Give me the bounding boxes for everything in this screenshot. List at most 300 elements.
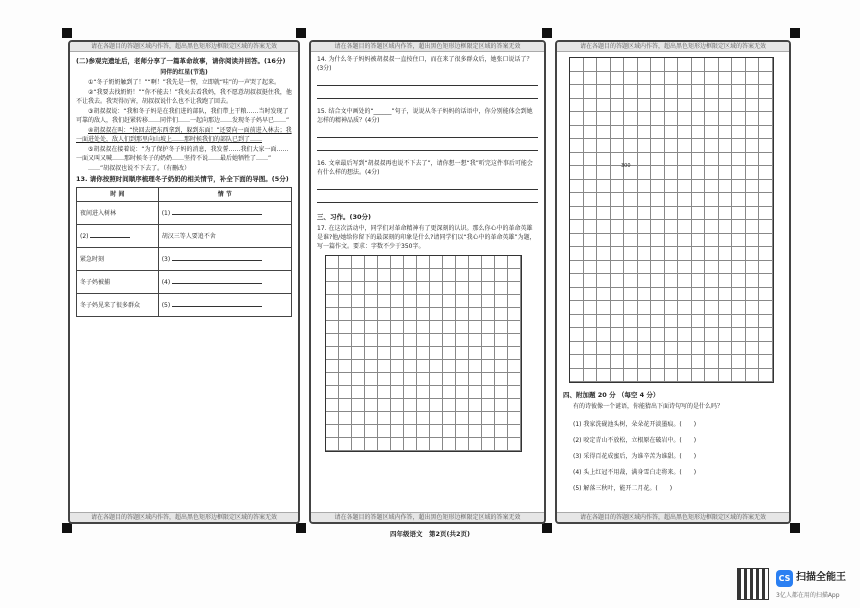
grid-cell[interactable] [430, 386, 443, 399]
time-cell[interactable] [77, 225, 159, 248]
grid-cell[interactable] [746, 58, 760, 72]
grid-cell[interactable] [678, 85, 692, 99]
grid-cell[interactable] [584, 342, 598, 356]
grid-cell[interactable] [469, 282, 482, 295]
grid-cell[interactable] [651, 355, 665, 369]
grid-cell[interactable] [508, 386, 521, 399]
grid-cell[interactable] [705, 220, 719, 234]
grid-cell[interactable] [692, 112, 706, 126]
grid-cell[interactable] [678, 234, 692, 248]
grid-cell[interactable] [624, 328, 638, 342]
grid-cell[interactable] [326, 334, 339, 347]
grid-cell[interactable] [678, 126, 692, 140]
grid-cell[interactable] [611, 126, 625, 140]
grid-cell[interactable] [719, 85, 733, 99]
grid-cell[interactable] [508, 425, 521, 438]
grid-cell[interactable] [746, 288, 760, 302]
grid-cell[interactable] [611, 342, 625, 356]
grid-cell[interactable] [692, 220, 706, 234]
grid-cell[interactable] [665, 126, 679, 140]
grid-cell[interactable] [611, 274, 625, 288]
grid-cell[interactable] [584, 328, 598, 342]
grid-cell[interactable] [651, 126, 665, 140]
grid-cell[interactable] [705, 193, 719, 207]
grid-cell[interactable] [638, 166, 652, 180]
grid-cell[interactable] [391, 308, 404, 321]
grid-cell[interactable] [651, 288, 665, 302]
grid-cell[interactable] [719, 220, 733, 234]
grid-cell[interactable] [665, 328, 679, 342]
grid-cell[interactable] [469, 438, 482, 451]
grid-cell[interactable] [732, 99, 746, 113]
grid-cell[interactable] [443, 373, 456, 386]
grid-cell[interactable] [678, 342, 692, 356]
grid-cell[interactable] [651, 72, 665, 86]
grid-cell[interactable] [326, 399, 339, 412]
grid-cell[interactable] [495, 269, 508, 282]
grid-cell[interactable] [746, 153, 760, 167]
grid-cell[interactable] [705, 58, 719, 72]
grid-cell[interactable] [611, 139, 625, 153]
riddle-item[interactable]: (2) 咬定青山不放松，立根原在破岩中。( ) [573, 437, 697, 444]
grid-cell[interactable] [665, 180, 679, 194]
grid-cell[interactable] [692, 85, 706, 99]
grid-cell[interactable] [732, 153, 746, 167]
grid-cell[interactable] [678, 153, 692, 167]
grid-cell[interactable] [430, 321, 443, 334]
grid-cell[interactable] [732, 274, 746, 288]
grid-cell[interactable] [443, 399, 456, 412]
grid-cell[interactable] [651, 139, 665, 153]
grid-cell[interactable] [352, 282, 365, 295]
grid-cell[interactable] [352, 321, 365, 334]
grid-cell[interactable] [570, 355, 584, 369]
grid-cell[interactable] [665, 261, 679, 275]
grid-cell[interactable] [404, 256, 417, 269]
grid-cell[interactable] [692, 207, 706, 221]
grid-cell[interactable] [391, 269, 404, 282]
grid-cell[interactable] [443, 386, 456, 399]
grid-cell[interactable] [339, 412, 352, 425]
grid-cell[interactable] [638, 288, 652, 302]
grid-cell[interactable] [508, 269, 521, 282]
grid-cell[interactable] [508, 373, 521, 386]
grid-cell[interactable] [456, 386, 469, 399]
grid-cell[interactable] [443, 282, 456, 295]
grid-cell[interactable] [759, 193, 773, 207]
grid-cell[interactable] [746, 166, 760, 180]
grid-cell[interactable] [611, 112, 625, 126]
grid-cell[interactable] [469, 386, 482, 399]
grid-cell[interactable] [456, 295, 469, 308]
grid-cell[interactable] [443, 360, 456, 373]
grid-cell[interactable] [678, 369, 692, 383]
grid-cell[interactable] [746, 99, 760, 113]
grid-cell[interactable] [746, 274, 760, 288]
grid-cell[interactable] [732, 112, 746, 126]
grid-cell[interactable] [404, 425, 417, 438]
grid-cell[interactable] [404, 360, 417, 373]
grid-cell[interactable] [651, 220, 665, 234]
grid-cell[interactable] [678, 355, 692, 369]
grid-cell[interactable] [732, 207, 746, 221]
grid-cell[interactable] [469, 347, 482, 360]
grid-cell[interactable] [584, 301, 598, 315]
grid-cell[interactable] [732, 58, 746, 72]
grid-cell[interactable] [378, 308, 391, 321]
grid-cell[interactable] [584, 355, 598, 369]
grid-cell[interactable] [378, 282, 391, 295]
grid-cell[interactable] [719, 166, 733, 180]
grid-cell[interactable] [597, 126, 611, 140]
grid-cell[interactable] [495, 282, 508, 295]
grid-cell[interactable] [624, 288, 638, 302]
grid-cell[interactable] [746, 72, 760, 86]
grid-cell[interactable] [365, 373, 378, 386]
grid-cell[interactable] [624, 58, 638, 72]
grid-cell[interactable] [597, 139, 611, 153]
grid-cell[interactable] [678, 180, 692, 194]
grid-cell[interactable] [570, 207, 584, 221]
grid-cell[interactable] [430, 269, 443, 282]
grid-cell[interactable] [665, 193, 679, 207]
grid-cell[interactable] [692, 301, 706, 315]
grid-cell[interactable] [443, 308, 456, 321]
grid-cell[interactable] [638, 139, 652, 153]
grid-cell[interactable] [651, 99, 665, 113]
answer-line[interactable] [317, 179, 538, 190]
grid-cell[interactable] [665, 342, 679, 356]
grid-cell[interactable] [597, 153, 611, 167]
answer-blank[interactable] [172, 300, 262, 307]
grid-cell[interactable] [638, 193, 652, 207]
grid-cell[interactable] [326, 295, 339, 308]
grid-cell[interactable] [365, 334, 378, 347]
grid-cell[interactable] [719, 315, 733, 329]
grid-cell[interactable] [597, 85, 611, 99]
grid-cell[interactable] [456, 256, 469, 269]
grid-cell[interactable] [611, 234, 625, 248]
grid-cell[interactable] [759, 220, 773, 234]
grid-cell[interactable] [430, 373, 443, 386]
grid-cell[interactable] [339, 321, 352, 334]
grid-cell[interactable] [732, 126, 746, 140]
grid-cell[interactable] [391, 282, 404, 295]
grid-cell[interactable] [352, 412, 365, 425]
grid-cell[interactable] [597, 288, 611, 302]
grid-cell[interactable] [638, 112, 652, 126]
grid-cell[interactable] [365, 269, 378, 282]
grid-cell[interactable] [365, 256, 378, 269]
grid-cell[interactable] [570, 112, 584, 126]
grid-cell[interactable] [469, 412, 482, 425]
grid-cell[interactable] [719, 247, 733, 261]
grid-cell[interactable] [624, 193, 638, 207]
grid-cell[interactable] [746, 247, 760, 261]
grid-cell[interactable] [597, 247, 611, 261]
grid-cell[interactable] [378, 334, 391, 347]
grid-cell[interactable] [597, 180, 611, 194]
grid-cell[interactable] [746, 315, 760, 329]
grid-cell[interactable] [391, 334, 404, 347]
grid-cell[interactable] [508, 308, 521, 321]
grid-cell[interactable] [482, 386, 495, 399]
grid-cell[interactable] [678, 207, 692, 221]
grid-cell[interactable] [570, 166, 584, 180]
grid-cell[interactable] [665, 301, 679, 315]
grid-cell[interactable] [597, 220, 611, 234]
grid-cell[interactable] [732, 247, 746, 261]
grid-cell[interactable] [495, 386, 508, 399]
grid-cell[interactable] [584, 288, 598, 302]
grid-cell[interactable] [378, 295, 391, 308]
grid-cell[interactable] [624, 139, 638, 153]
grid-cell[interactable] [746, 112, 760, 126]
grid-cell[interactable] [692, 126, 706, 140]
grid-cell[interactable] [339, 256, 352, 269]
riddle-item[interactable]: (3) 采得百花成蜜后，为谁辛苦为谁甜。( ) [573, 453, 697, 460]
grid-cell[interactable] [339, 269, 352, 282]
grid-cell[interactable] [404, 399, 417, 412]
grid-cell[interactable] [430, 282, 443, 295]
grid-cell[interactable] [692, 72, 706, 86]
grid-cell[interactable] [665, 72, 679, 86]
grid-cell[interactable] [352, 360, 365, 373]
grid-cell[interactable] [326, 425, 339, 438]
grid-cell[interactable] [584, 247, 598, 261]
grid-cell[interactable] [597, 112, 611, 126]
grid-cell[interactable] [597, 234, 611, 248]
grid-cell[interactable] [570, 288, 584, 302]
grid-cell[interactable] [482, 438, 495, 451]
grid-cell[interactable] [456, 334, 469, 347]
grid-cell[interactable] [482, 308, 495, 321]
grid-cell[interactable] [759, 58, 773, 72]
grid-cell[interactable] [430, 308, 443, 321]
grid-cell[interactable] [705, 234, 719, 248]
grid-cell[interactable] [759, 72, 773, 86]
grid-cell[interactable] [339, 295, 352, 308]
grid-cell[interactable] [378, 360, 391, 373]
grid-cell[interactable] [391, 438, 404, 451]
grid-cell[interactable] [417, 412, 430, 425]
grid-cell[interactable] [746, 261, 760, 275]
grid-cell[interactable] [469, 295, 482, 308]
grid-cell[interactable] [624, 126, 638, 140]
answer-line[interactable] [317, 192, 538, 203]
grid-cell[interactable] [732, 193, 746, 207]
grid-cell[interactable] [692, 180, 706, 194]
grid-cell[interactable] [430, 412, 443, 425]
grid-cell[interactable] [597, 207, 611, 221]
grid-cell[interactable] [482, 321, 495, 334]
grid-cell[interactable] [759, 328, 773, 342]
grid-cell[interactable] [638, 261, 652, 275]
grid-cell[interactable] [638, 153, 652, 167]
grid-cell[interactable] [678, 247, 692, 261]
answer-blank[interactable] [172, 277, 262, 284]
grid-cell[interactable] [611, 369, 625, 383]
grid-cell[interactable] [651, 342, 665, 356]
grid-cell[interactable] [611, 247, 625, 261]
grid-cell[interactable] [417, 399, 430, 412]
grid-cell[interactable] [443, 334, 456, 347]
grid-cell[interactable] [692, 58, 706, 72]
grid-cell[interactable] [482, 282, 495, 295]
grid-cell[interactable] [624, 369, 638, 383]
grid-cell[interactable] [746, 342, 760, 356]
grid-cell[interactable] [570, 153, 584, 167]
grid-cell[interactable] [469, 321, 482, 334]
grid-cell[interactable] [456, 438, 469, 451]
grid-cell[interactable] [624, 112, 638, 126]
grid-cell[interactable] [759, 139, 773, 153]
grid-cell[interactable] [665, 58, 679, 72]
grid-cell[interactable] [597, 328, 611, 342]
grid-cell[interactable] [719, 153, 733, 167]
grid-cell[interactable] [495, 425, 508, 438]
grid-cell[interactable] [456, 373, 469, 386]
grid-cell[interactable] [665, 207, 679, 221]
grid-cell[interactable] [719, 342, 733, 356]
grid-cell[interactable] [391, 412, 404, 425]
grid-cell[interactable] [378, 373, 391, 386]
grid-cell[interactable] [705, 301, 719, 315]
grid-cell[interactable] [352, 373, 365, 386]
grid-cell[interactable] [665, 139, 679, 153]
grid-cell[interactable] [611, 193, 625, 207]
grid-cell[interactable] [638, 315, 652, 329]
grid-cell[interactable] [508, 321, 521, 334]
grid-cell[interactable] [352, 334, 365, 347]
grid-cell[interactable] [705, 261, 719, 275]
grid-cell[interactable] [719, 139, 733, 153]
grid-cell[interactable] [508, 295, 521, 308]
grid-cell[interactable] [365, 282, 378, 295]
grid-cell[interactable] [651, 153, 665, 167]
grid-cell[interactable] [469, 399, 482, 412]
grid-cell[interactable] [508, 360, 521, 373]
grid-cell[interactable] [665, 220, 679, 234]
grid-cell[interactable] [759, 126, 773, 140]
grid-cell[interactable] [391, 399, 404, 412]
grid-cell[interactable] [443, 269, 456, 282]
grid-cell[interactable] [719, 369, 733, 383]
grid-cell[interactable] [678, 112, 692, 126]
grid-cell[interactable] [719, 72, 733, 86]
grid-cell[interactable] [482, 256, 495, 269]
grid-cell[interactable] [705, 315, 719, 329]
grid-cell[interactable] [597, 342, 611, 356]
grid-cell[interactable] [339, 282, 352, 295]
grid-cell[interactable] [443, 425, 456, 438]
grid-cell[interactable] [404, 386, 417, 399]
grid-cell[interactable] [584, 315, 598, 329]
grid-cell[interactable] [638, 328, 652, 342]
grid-cell[interactable] [732, 261, 746, 275]
grid-cell[interactable] [391, 295, 404, 308]
grid-cell[interactable] [638, 342, 652, 356]
grid-cell[interactable] [719, 288, 733, 302]
grid-cell[interactable] [759, 180, 773, 194]
grid-cell[interactable] [597, 193, 611, 207]
grid-cell[interactable] [759, 112, 773, 126]
grid-cell[interactable] [597, 315, 611, 329]
grid-cell[interactable] [456, 321, 469, 334]
grid-cell[interactable] [665, 99, 679, 113]
grid-cell[interactable] [469, 425, 482, 438]
grid-cell[interactable] [705, 139, 719, 153]
grid-cell[interactable] [482, 425, 495, 438]
grid-cell[interactable] [678, 315, 692, 329]
grid-cell[interactable] [665, 112, 679, 126]
grid-cell[interactable] [597, 99, 611, 113]
grid-cell[interactable] [665, 315, 679, 329]
grid-cell[interactable] [638, 355, 652, 369]
grid-cell[interactable] [570, 342, 584, 356]
grid-cell[interactable] [719, 99, 733, 113]
grid-cell[interactable] [339, 438, 352, 451]
grid-cell[interactable] [611, 220, 625, 234]
grid-cell[interactable] [443, 321, 456, 334]
grid-cell[interactable] [678, 166, 692, 180]
grid-cell[interactable] [651, 274, 665, 288]
grid-cell[interactable] [430, 438, 443, 451]
plot-cell[interactable] [158, 294, 291, 317]
grid-cell[interactable] [665, 355, 679, 369]
grid-cell[interactable] [665, 288, 679, 302]
grid-cell[interactable] [732, 288, 746, 302]
grid-cell[interactable] [638, 207, 652, 221]
grid-cell[interactable] [326, 360, 339, 373]
grid-cell[interactable] [746, 85, 760, 99]
grid-cell[interactable] [495, 373, 508, 386]
grid-cell[interactable] [597, 58, 611, 72]
grid-cell[interactable] [597, 166, 611, 180]
grid-cell[interactable] [584, 207, 598, 221]
grid-cell[interactable] [678, 328, 692, 342]
grid-cell[interactable] [746, 139, 760, 153]
grid-cell[interactable] [732, 355, 746, 369]
grid-cell[interactable] [692, 153, 706, 167]
grid-cell[interactable] [611, 315, 625, 329]
grid-cell[interactable] [624, 355, 638, 369]
grid-cell[interactable] [495, 438, 508, 451]
grid-cell[interactable] [326, 321, 339, 334]
grid-cell[interactable] [365, 321, 378, 334]
grid-cell[interactable] [732, 72, 746, 86]
grid-cell[interactable] [678, 274, 692, 288]
grid-cell[interactable] [705, 112, 719, 126]
grid-cell[interactable] [417, 373, 430, 386]
grid-cell[interactable] [732, 180, 746, 194]
grid-cell[interactable] [456, 347, 469, 360]
grid-cell[interactable] [732, 166, 746, 180]
grid-cell[interactable] [651, 328, 665, 342]
grid-cell[interactable] [456, 412, 469, 425]
grid-cell[interactable] [705, 288, 719, 302]
grid-cell[interactable] [705, 126, 719, 140]
grid-cell[interactable] [638, 220, 652, 234]
grid-cell[interactable] [584, 193, 598, 207]
grid-cell[interactable] [732, 328, 746, 342]
grid-cell[interactable] [705, 274, 719, 288]
grid-cell[interactable] [719, 261, 733, 275]
grid-cell[interactable] [597, 355, 611, 369]
answer-line[interactable] [317, 75, 538, 86]
grid-cell[interactable] [352, 269, 365, 282]
grid-cell[interactable] [352, 308, 365, 321]
